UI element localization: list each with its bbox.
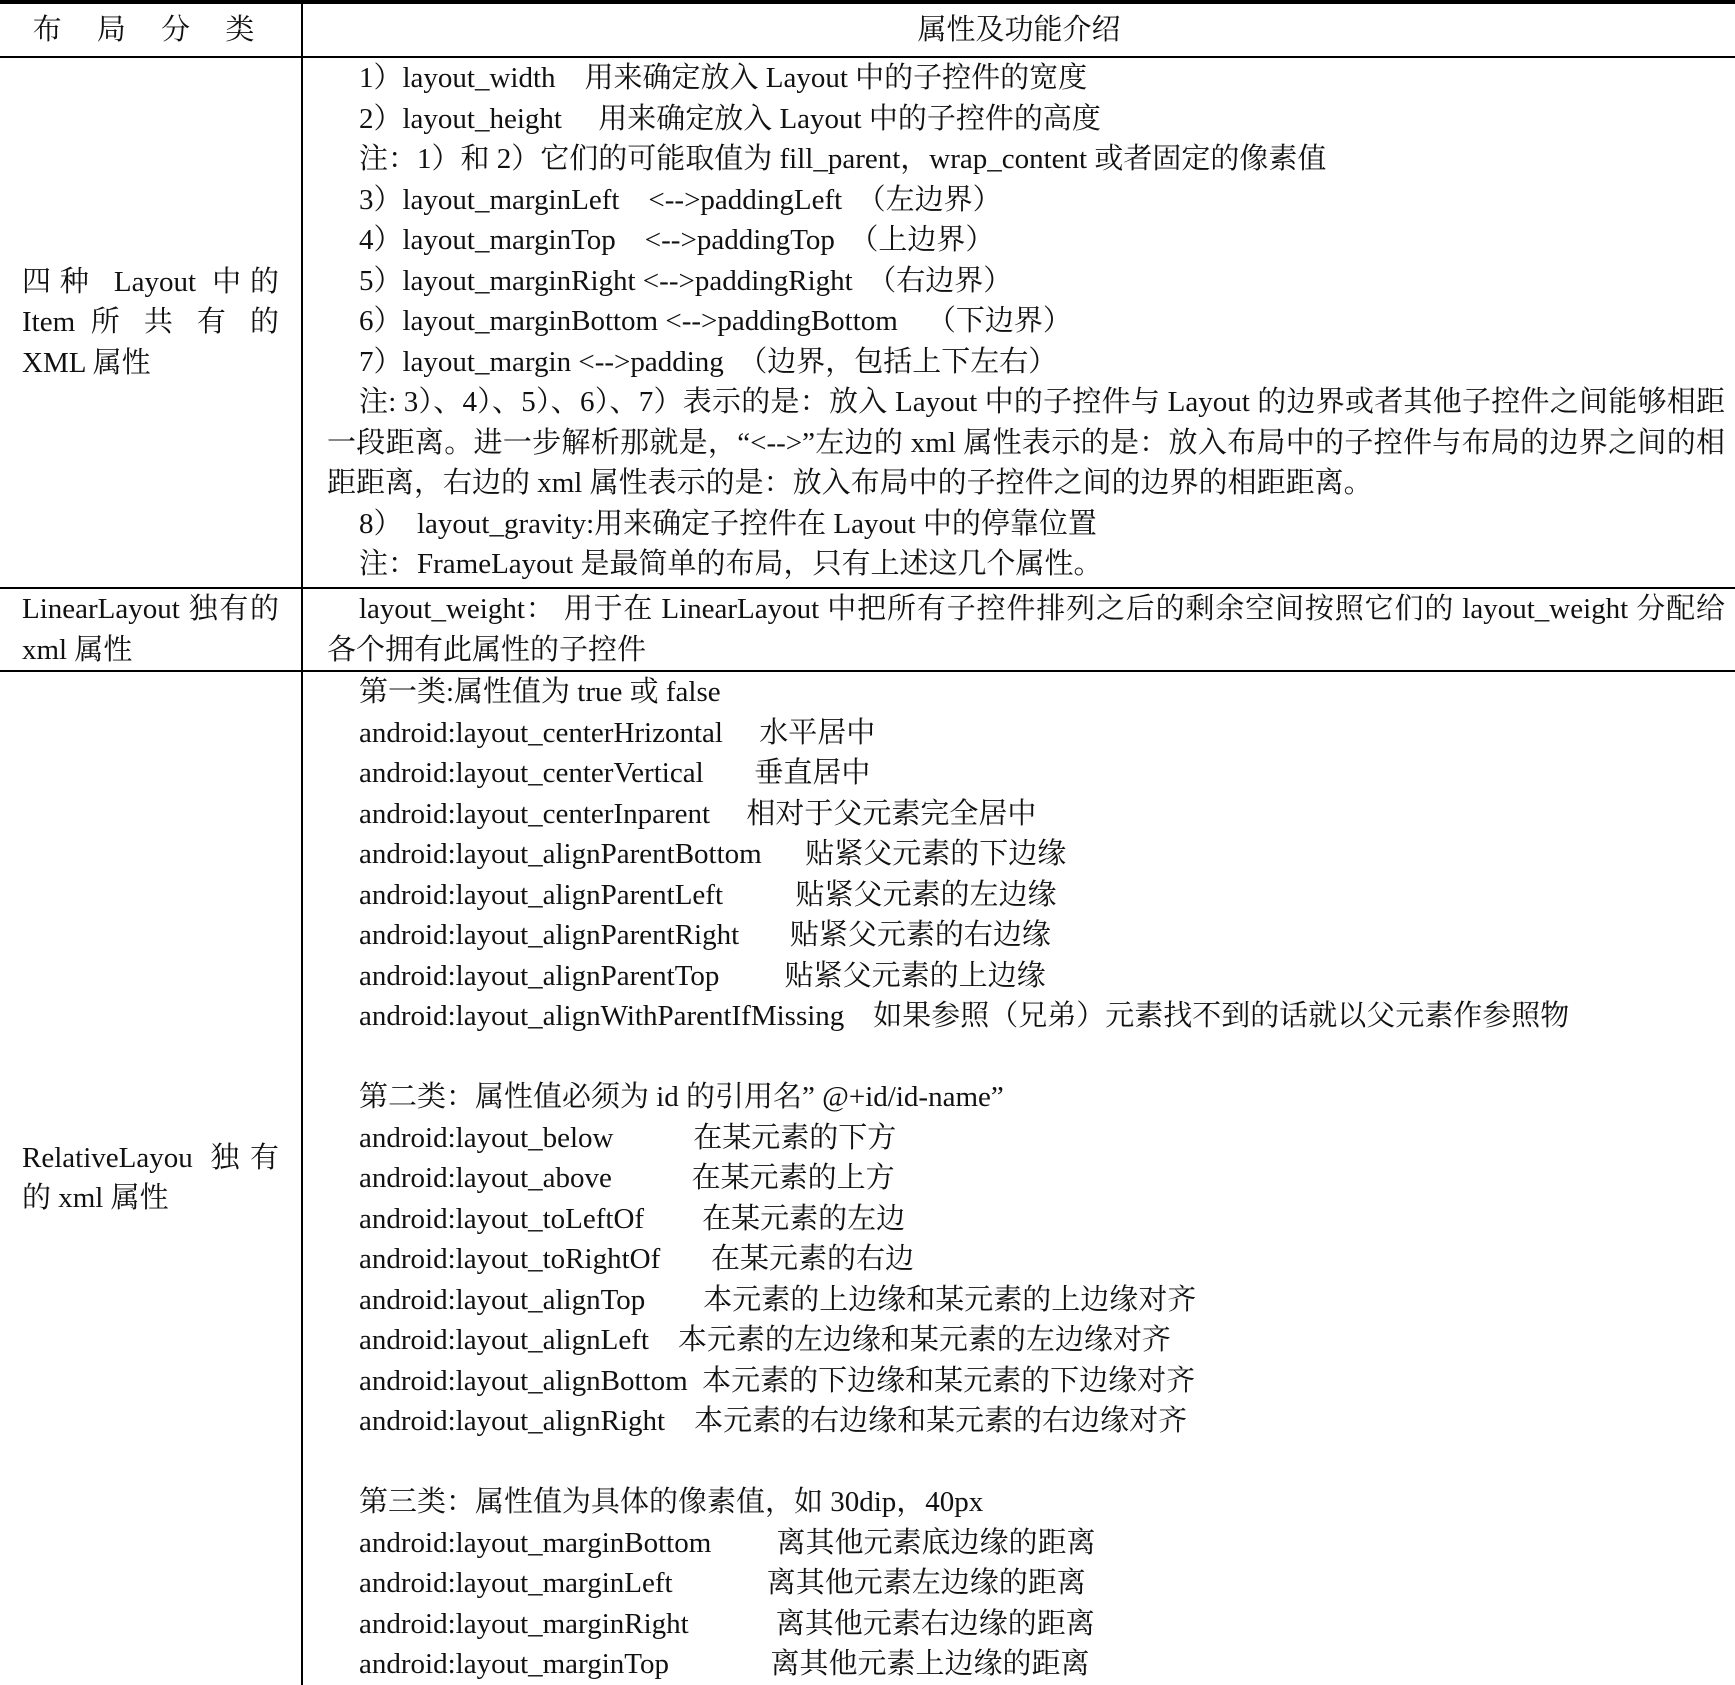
text-line: android:layout_marginLeft 离其他元素左边缘的距离 — [359, 1567, 1086, 1599]
table-row — [0, 671, 1735, 1685]
spacer — [327, 1037, 1725, 1078]
text-line: android:layout_alignLeft 本元素的左边缘和某元素的左边缘对齐 — [359, 1324, 1171, 1356]
text-line: 第二类：属性值必须为 id 的引用名” @+id/id-name” — [359, 1081, 1004, 1113]
text-line: android:layout_alignParentTop 贴紧父元素的上边缘 — [359, 959, 1046, 992]
text-line: android:layout_below 在某元素的下方 — [359, 1121, 897, 1154]
text-line: 7）layout_margin <-->padding （边界，包括上下左右） — [359, 345, 1058, 378]
text-line: android:layout_marginRight 离其他元素右边缘的距离 — [359, 1607, 1095, 1640]
text-line: 6）layout_marginBottom <-->paddingBottom （下边界） — [359, 305, 1072, 337]
text-line: android:layout_above 在某元素的上方 — [359, 1162, 895, 1194]
text-line: android:layout_toRightOf 在某元素的右边 — [359, 1243, 914, 1275]
header-category: 布 局 分 类 — [0, 2, 302, 57]
note-paragraph: 注: 3）、4）、5）、6）、7）表示的是：放入 Layout 中的子控件与 Layout 的边界或者其他子控件之间能够相距一段距离。进一步解析那就是，“<-->”左边的 xml 属性表示的是：放入布局中的子控件与布局的边界之间的相距距离，右边的 xml 属性表示的是：放入布局中的子控件之间的边界的相距距离。 — [327, 386, 1725, 499]
text-line: android:layout_marginTop 离其他元素上边缘的距离 — [359, 1648, 1090, 1680]
text-line: android:layout_centerInparent 相对于父元素完全居中 — [359, 797, 1037, 830]
row-description-common — [302, 57, 1735, 588]
text-line: android:layout_toLeftOf 在某元素的左边 — [359, 1202, 906, 1235]
spacer — [327, 1442, 1725, 1483]
text-line: 4）layout_marginTop <-->paddingTop （上边界） — [359, 224, 995, 256]
row-category-linear: LinearLayout 独有的 xml 属性 — [0, 588, 302, 671]
row-category-common: 四种 Layout 中的 Item 所 共 有 的 XML 属性 — [0, 57, 302, 588]
row-description-relative — [302, 671, 1735, 1685]
text-line: 5）layout_marginRight <-->paddingRight （右边界） — [359, 264, 1013, 297]
text-line: android:layout_alignParentBottom 贴紧父元素的下边缘 — [359, 838, 1067, 870]
text-line: android:layout_alignParentRight 贴紧父元素的右边缘 — [359, 919, 1051, 951]
text-line: android:layout_alignParentLeft 贴紧父元素的左边缘 — [359, 878, 1057, 911]
text-line: 1）layout_width 用来确定放入 Layout 中的子控件的宽度 — [359, 62, 1088, 94]
text-line: android:layout_alignBottom 本元素的下边缘和某元素的下边缘对齐 — [359, 1364, 1196, 1397]
text-line: android:layout_centerHrizontal 水平居中 — [359, 716, 876, 749]
text-line: 2）layout_height 用来确定放入 Layout 中的子控件的高度 — [359, 102, 1101, 135]
text-line: 8） layout_gravity:用来确定子控件在 Layout 中的停靠位置 — [359, 507, 1097, 540]
table-row — [0, 588, 1735, 671]
text-line: 3）layout_marginLeft <-->paddingLeft （左边界） — [359, 183, 1002, 216]
header-description: 属性及功能介绍 — [302, 2, 1735, 57]
row-description-linear — [302, 588, 1735, 671]
text-line: 注：FrameLayout 是最简单的布局，只有上述这几个属性。 — [359, 548, 1103, 580]
text-line: android:layout_alignTop 本元素的上边缘和某元素的上边缘对齐 — [359, 1283, 1197, 1316]
text-line: 第一类:属性值为 true 或 false — [359, 676, 721, 708]
text-line: 第三类：属性值为具体的像素值，如 30dip，40px — [359, 1486, 984, 1518]
text-line: android:layout_marginBottom 离其他元素底边缘的距离 — [359, 1526, 1096, 1559]
table-header-row — [0, 2, 1735, 57]
text-paragraph: layout_weight： 用于在 LinearLayout 中把所有子控件排列之后的剩余空间按照它们的 layout_weight 分配给各个拥有此属性的子控件 — [327, 593, 1725, 666]
text-line: android:layout_alignWithParentIfMissing 如果参照（兄弟）元素找不到的话就以父元素作参照物 — [359, 1000, 1570, 1032]
text-line: 注：1）和 2）它们的可能取值为 fill_parent，wrap_content 或者固定的像素值 — [359, 143, 1327, 175]
table-row — [0, 57, 1735, 588]
text-line: android:layout_alignRight 本元素的右边缘和某元素的右边缘对齐 — [359, 1405, 1188, 1437]
text-line: android:layout_centerVertical 垂直居中 — [359, 757, 871, 789]
row-category-relative: RelativeLayou 独有的 xml 属性 — [0, 671, 302, 1685]
